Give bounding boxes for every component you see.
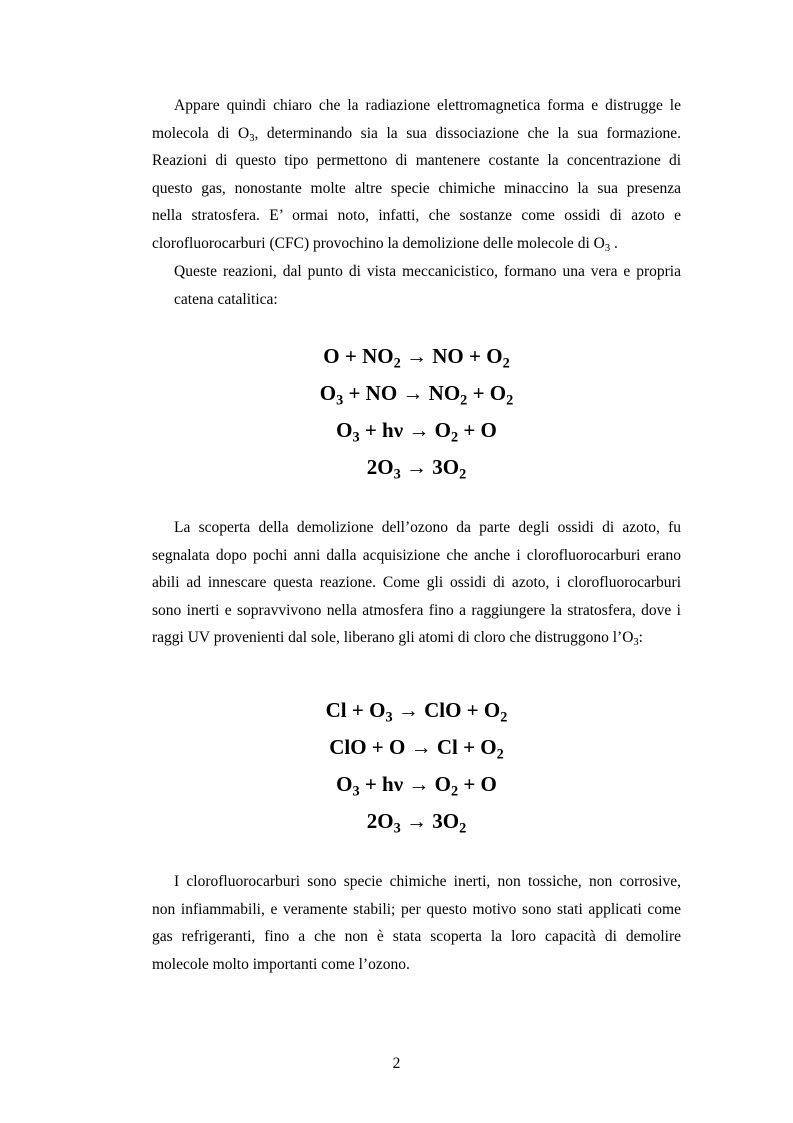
reaction-block-cfc [152,692,681,840]
text-line: nella stratosfera. E’ ormai noto, infatti, che sostanze come ossidi di azoto e [152,207,681,225]
text-line: Appare quindi chiaro che la radiazione elettromagnetica forma e distrugge le [174,97,681,114]
text-line: Queste reazioni, dal punto di vista meccanicistico, formano una vera e propria [174,263,681,280]
page-number: 2 [392,1055,401,1072]
text-line: clorofluorocarburi (CFC) provochino la demolizione delle molecole di $O_3$ . [152,234,618,255]
text-line: raggi UV provenienti dal sole, liberano gli atomi di cloro che distruggono $l’O_3$: [152,629,643,649]
reaction-equation: $Cl + O_3$ → ClO + $O_2$ [325,698,508,726]
reaction-equation: $O_3$ + NO → $NO_2 + O_2$ [319,381,514,409]
reaction-equation: $2O_3 \to 3O_2$ [366,809,467,837]
text-line: I clorofluorocarburi sono specie chimiche inerti, non tossiche, non corrosive, [174,873,681,890]
paragraph-ozone-intro [152,92,681,258]
paragraph-catalytic-chain [152,258,681,313]
text-line: molecola di $O_3$, determinando sia la sua dissociazione che la sua formazione. [152,124,681,144]
reaction-equation: $O_3 + h\nu \to O_2 + O$ [336,418,497,446]
text-line: La scoperta della demolizione dell’ozono da parte degli ossidi di azoto, fu [174,519,681,536]
paragraph-cfc-discovery [152,514,681,652]
reaction-equation: $O + NO_2$ → NO + $O_2$ [323,344,510,372]
reaction-equation: $2O_3 \to 3O_2$ [366,455,467,483]
text-line: catena catalitica: [174,290,278,308]
text-line: Reazioni di questo tipo permettono di mantenere costante la concentrazione di [152,152,681,170]
reaction-block-nox [152,338,681,486]
text-line: abili ad innescare questa reazione. Come gli ossidi di azoto, i clorofluorocarburi [152,574,681,592]
text-line: questo gas, nonostante molte altre specie chimiche minaccino la sua presenza [152,179,681,197]
text-line: gas refrigeranti, fino a che non è stata scoperta la loro capacità di demolire [152,928,681,946]
text-line: sono inerti e sopravvivono nella atmosfera fino a raggiungere la stratosfera, dove i [152,601,681,619]
text-line: molecole molto importanti come l’ozono. [152,955,410,973]
text-line: non infiammabili, e veramente stabili; per questo motivo sono stati applicati come [152,900,681,918]
paragraph-cfc-properties [152,868,681,978]
reaction-equation: ClO + $O \to Cl + O_2$ [329,735,504,763]
reaction-equation: $O_3 + h\nu \to O_2 + O$ [336,772,497,800]
text-line: segnalata dopo pochi anni dalla acquisizione che anche i clorofluorocarburi erano [152,546,681,564]
